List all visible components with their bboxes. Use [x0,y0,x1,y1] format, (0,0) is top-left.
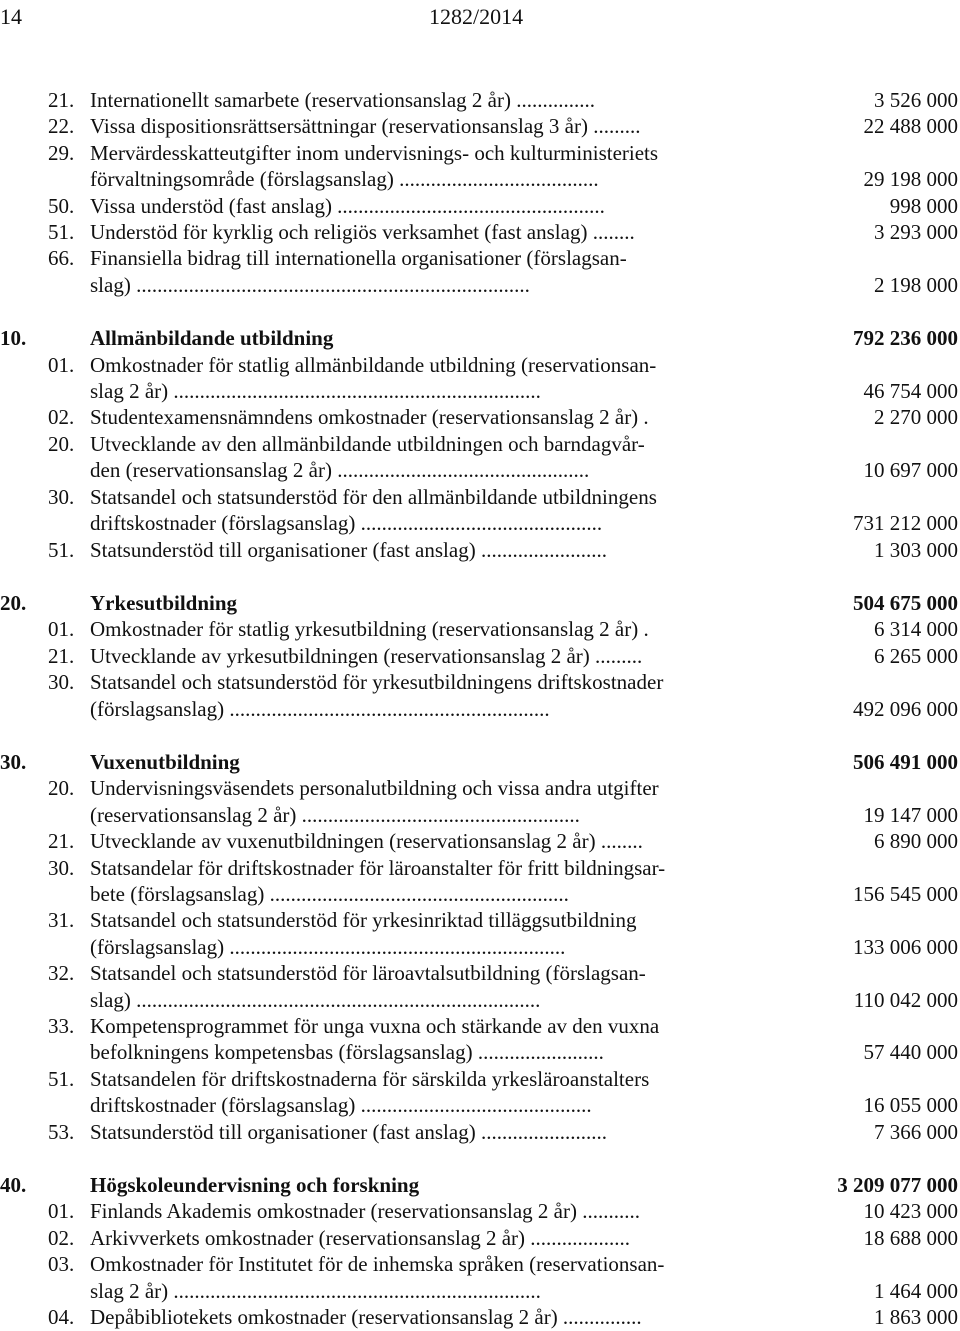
item-number: 31. [48,908,75,933]
item-amount: 6 890 000 [874,829,958,854]
item-number: 21. [48,829,75,854]
item-amount: 18 688 000 [863,1225,958,1250]
item-description [90,1304,764,1330]
item-amount: 1 863 000 [874,1305,958,1330]
description-line: Studentexamensnämndens omkostnader (reservationsanslag 2 år) . [90,405,649,430]
description-line: Statsandelar för driftskostnader för läroanstalter för fritt bildningsar- [90,855,666,880]
item-amount: 10 423 000 [863,1199,958,1224]
item-number: 53. [48,1119,75,1144]
appropriation-item-row [0,1119,960,1145]
appropriation-item-row [0,828,960,854]
item-description [90,1198,764,1224]
item-amount: 16 055 000 [863,1093,958,1118]
appropriation-list [0,87,960,1330]
item-amount: 998 000 [889,193,958,218]
item-number: 04. [48,1305,75,1330]
item-description [90,643,764,669]
item-number: 33. [48,1014,75,1038]
item-number: 32. [48,961,75,986]
section-heading-row [0,325,960,351]
item-description [90,616,764,642]
item-amount: 492 096 000 [853,696,958,721]
item-description [90,140,764,193]
appropriation-item-row [0,352,960,405]
section-heading-row [0,1172,960,1198]
section-total: 506 491 000 [853,749,958,774]
description-line: den (reservationsanslag 2 år) ................................................ [90,458,590,483]
item-number: 29. [48,140,75,165]
description-line: Omkostnader för statlig allmänbildande utbildning (reservationsan- [90,352,657,377]
description-line: Statsandelen för driftskostnaderna för särskilda yrkesläroanstalters [90,1066,650,1091]
item-number: 20. [48,776,75,801]
section-title [90,590,764,616]
item-amount: 3 293 000 [874,220,958,245]
description-line: slag) ............................................................................. [90,987,541,1012]
description-line: Mervärdesskatteutgifter inom undervisnings- och kulturministeriets [90,140,659,165]
section-heading-row [0,590,960,616]
item-number: 22. [48,114,75,139]
section-number: 40. [0,1173,27,1198]
item-amount: 731 212 000 [853,511,958,536]
section-total: 3 209 077 000 [837,1173,958,1198]
appropriation-item-row [0,219,960,245]
item-description [90,245,764,298]
item-amount: 3 526 000 [874,88,958,112]
item-description [90,907,764,960]
appropriation-item-row [0,140,960,193]
item-number: 02. [48,1225,75,1250]
item-number: 51. [48,537,75,562]
description-line: (förslagsanslag) ............................................................. [90,696,550,721]
item-description [90,960,764,1013]
appropriation-item-row [0,960,960,1013]
item-amount: 110 042 000 [853,987,958,1012]
appropriation-item-row [0,643,960,669]
item-number: 30. [48,484,75,509]
item-amount: 1 464 000 [874,1278,958,1303]
description-line: Statsunderstöd till organisationer (fast anslag) ........................ [90,537,607,562]
page-number: 14 [0,4,22,29]
description-line: Utvecklande av yrkesutbildningen (reservationsanslag 2 år) ......... [90,643,643,668]
item-description [90,404,764,430]
item-number: 01. [48,352,75,377]
appropriation-item-row [0,1066,960,1119]
appropriation-item-row [0,1198,960,1224]
description-line: Depåbibliotekets omkostnader (reservationsanslag 2 år) ............... [90,1305,642,1330]
item-number: 51. [48,220,75,245]
appropriation-item-row [0,775,960,828]
item-description [90,87,764,113]
item-number: 50. [48,193,75,218]
appropriation-item-row [0,1251,960,1304]
section-number: 20. [0,590,27,615]
appropriation-item-row [0,431,960,484]
description-line: slag 2 år) ...................................................................... [90,379,541,404]
description-line: Yrkesutbildning [90,590,238,615]
appropriation-item-row [0,484,960,537]
description-line: Statsunderstöd till organisationer (fast anslag) ........................ [90,1119,607,1144]
item-description [90,219,764,245]
item-description [90,1066,764,1119]
item-number: 21. [48,88,75,112]
description-line: driftskostnader (förslagsanslag) .............................................. [90,511,603,536]
item-amount: 156 545 000 [853,881,958,906]
appropriation-item-row [0,113,960,139]
item-description [90,484,764,537]
description-line: (förslagsanslag) ................................................................ [90,934,566,959]
description-line: slag) ........................................................................... [90,272,530,297]
description-line: Vissa dispositionsrättsersättningar (reservationsanslag 3 år) ......... [90,114,641,139]
description-line: Internationellt samarbete (reservationsanslag 2 år) ............... [90,88,595,112]
item-number: 01. [48,617,75,642]
appropriation-item-row [0,855,960,908]
section-spacer [0,563,960,590]
description-line: Statsandel och statsunderstöd för yrkesutbildningens driftskostnader [90,670,664,695]
section-title [90,749,764,775]
item-amount: 7 366 000 [874,1119,958,1144]
item-description [90,1225,764,1251]
description-line: bete (förslagsanslag) ......................................................... [90,881,569,906]
item-amount: 29 198 000 [863,167,958,192]
description-line: Statsandel och statsunderstöd för yrkesinriktad tilläggsutbildning [90,908,637,933]
appropriation-item-row [0,1013,960,1066]
item-number: 21. [48,643,75,668]
item-description [90,113,764,139]
section-number: 30. [0,749,27,774]
appropriation-item-row [0,537,960,563]
item-amount: 6 265 000 [874,643,958,668]
item-description [90,1013,764,1066]
item-number: 20. [48,431,75,456]
item-amount: 133 006 000 [853,934,958,959]
item-number: 02. [48,405,75,430]
description-line: (reservationsanslag 2 år) ..................................................... [90,802,580,827]
description-line: slag 2 år) ...................................................................... [90,1278,541,1303]
description-line: Högskoleundervisning och forskning [90,1173,420,1198]
description-line: driftskostnader (förslagsanslag) ............................................ [90,1093,592,1118]
description-line: Omkostnader för Institutet för de inhemska språken (reservationsan- [90,1252,665,1277]
appropriation-item-row [0,404,960,430]
item-description [90,431,764,484]
appropriation-item-row [0,87,960,113]
appropriation-item-row [0,907,960,960]
description-line: Understöd för kyrklig och religiös verksamhet (fast anslag) ........ [90,220,635,245]
item-number: 01. [48,1199,75,1224]
item-amount: 1 303 000 [874,537,958,562]
description-line: Utvecklande av den allmänbildande utbildningen och barndagvår- [90,431,645,456]
document-reference: 1282/2014 [429,4,524,29]
item-description [90,775,764,828]
description-line: Arkivverkets omkostnader (reservationsanslag 2 år) ................... [90,1225,631,1250]
appropriation-item-row [0,1304,960,1330]
item-amount: 2 198 000 [874,272,958,297]
section-heading-row [0,749,960,775]
section-spacer [0,1145,960,1172]
section-total: 792 236 000 [853,326,958,351]
item-description [90,352,764,405]
item-description [90,828,764,854]
appropriation-item-row [0,616,960,642]
section-spacer [0,722,960,749]
item-number: 03. [48,1252,75,1277]
section-total: 504 675 000 [853,590,958,615]
description-line: förvaltningsområde (förslagsanslag) ...................................... [90,167,599,192]
section-title [90,325,764,351]
item-amount: 22 488 000 [863,114,958,139]
description-line: Allmänbildande utbildning [90,326,334,351]
description-line: Omkostnader för statlig yrkesutbildning (reservationsanslag 2 år) . [90,617,649,642]
item-number: 30. [48,670,75,695]
item-amount: 10 697 000 [863,458,958,483]
description-line: Statsandel och statsunderstöd för den allmänbildande utbildningens [90,484,657,509]
item-amount: 19 147 000 [863,802,958,827]
description-line: Undervisningsväsendets personalutbildning och vissa andra utgifter [90,776,659,801]
section-number: 10. [0,326,27,351]
item-amount: 46 754 000 [863,379,958,404]
appropriation-item-row [0,669,960,722]
item-number: 30. [48,855,75,880]
item-description [90,1119,764,1145]
description-line: Kompetensprogrammet för unga vuxna och stärkande av den vuxna [90,1014,660,1038]
item-number: 51. [48,1066,75,1091]
item-amount: 57 440 000 [863,1040,958,1065]
item-description [90,1251,764,1304]
item-number: 66. [48,246,75,271]
section-title [90,1172,764,1198]
description-line: Utvecklande av vuxenutbildningen (reservationsanslag 2 år) ........ [90,829,643,854]
item-description [90,537,764,563]
description-line: Finansiella bidrag till internationella organisationer (förslagsan- [90,246,627,271]
appropriation-item-row [0,245,960,298]
item-amount: 2 270 000 [874,405,958,430]
item-description [90,193,764,219]
item-description [90,855,764,908]
appropriation-item-row [0,1225,960,1251]
description-line: Finlands Akademis omkostnader (reservationsanslag 2 år) ........... [90,1199,640,1224]
section-spacer [0,298,960,325]
description-line: Vissa understöd (fast anslag) ................................................... [90,193,605,218]
appropriation-item-row [0,193,960,219]
item-amount: 6 314 000 [874,617,958,642]
description-line: Vuxenutbildning [90,749,240,774]
description-line: befolkningens kompetensbas (förslagsanslag) ........................ [90,1040,604,1065]
description-line: Statsandel och statsunderstöd för läroavtalsutbildning (förslagsan- [90,961,646,986]
item-description [90,669,764,722]
